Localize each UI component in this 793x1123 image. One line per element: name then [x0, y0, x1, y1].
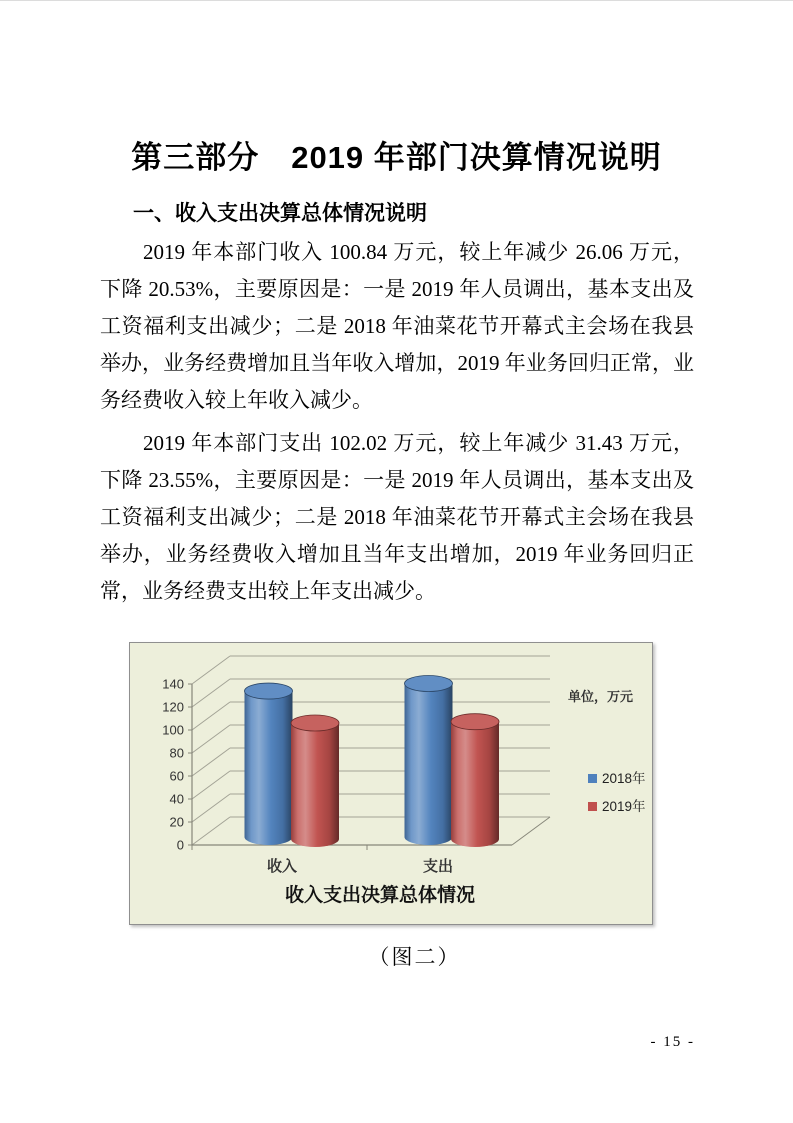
chart-title: 收入支出决算总体情况	[284, 885, 476, 906]
x-category-label: 支出	[422, 858, 454, 875]
legend-label: 2019年	[602, 799, 646, 814]
page-number: - 15 -	[650, 1034, 695, 1050]
y-tick-label: 60	[169, 768, 184, 784]
legend-label: 2018年	[602, 771, 646, 786]
x-category-labels	[267, 857, 453, 875]
y-tick-label: 40	[169, 791, 184, 807]
y-axis-tick-labels	[162, 677, 184, 853]
cylinder-top	[245, 683, 293, 699]
cylinder-bar-2019年-收入	[291, 723, 339, 847]
figure-chart	[129, 642, 653, 925]
page-title: 第三部分 2019 年部门决算情况说明	[131, 140, 662, 175]
bars	[245, 676, 500, 847]
chart-canvas	[130, 643, 652, 924]
x-category-label: 收入	[266, 858, 298, 875]
cylinder-top	[291, 715, 339, 731]
legend-swatch-2019年	[588, 802, 597, 811]
y-tick-label: 0	[176, 837, 184, 853]
y-tick-label: 120	[162, 699, 184, 715]
y-tick-label: 20	[169, 814, 184, 830]
cylinder-bar-2019年-支出	[451, 722, 499, 847]
cylinder-bar-2018年-收入	[245, 691, 293, 845]
y-tick-label: 100	[162, 722, 184, 738]
cylinder-top	[405, 676, 453, 692]
paragraph-expenditure: 2019 年本部门支出 102.02 万元，较上年减少 31.43 万元，下降 23.55%，主要原因是：一是 2019 年人员调出，基本支出及工资福利支出减少；二是 2018 年油菜花节开幕式主会场在我县举办，业务经费收入增加且当年支出增加，2019 年业务回归正常，业务经费支出较上年支出减少。	[100, 431, 694, 603]
y-tick-label: 80	[169, 745, 184, 761]
legend	[588, 770, 646, 814]
body-text	[100, 234, 694, 616]
figure-caption: （图二）	[368, 945, 461, 969]
legend-swatch-2018年	[588, 774, 597, 783]
cylinder-bar-2018年-支出	[405, 684, 453, 845]
y-tick-label: 140	[162, 676, 184, 692]
section-heading: 一、收入支出决算总体情况说明	[133, 202, 427, 225]
unit-label: 单位，万元	[568, 689, 634, 704]
paragraph-income: 2019 年本部门收入 100.84 万元，较上年减少 26.06 万元，下降 20.53%，主要原因是：一是 2019 年人员调出，基本支出及工资福利支出减少；二是 2018 年油菜花节开幕式主会场在我县举办，业务经费增加且当年收入增加，2019 年业务回归正常，业务经费收入较上年收入减少。	[100, 240, 694, 412]
cylinder-top	[451, 714, 499, 730]
